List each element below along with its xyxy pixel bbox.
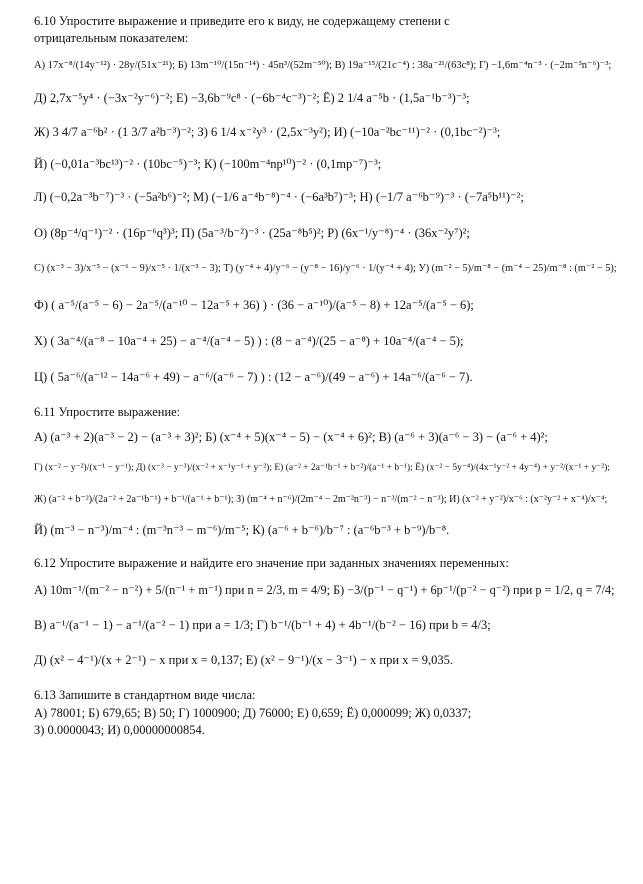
section-6-10 bbox=[34, 14, 617, 395]
exercise-line: А) 17x⁻⁸/(14y⁻¹²) · 28y/(51x⁻²¹); Б) 13m⁻¹⁰/(15n⁻¹⁴) · 45n³/(52m⁻⁵⁰); В) 19a⁻¹⁵/(21c⁻⁴) : 38a⁻²¹/(63c⁸); Г) −1,6m⁻⁴n⁻³ · (−2m⁻³n⁻⁶)⁻³; bbox=[34, 60, 612, 71]
exercise-line: Й) (−0,01a⁻³bc¹³)⁻² · (10bc⁻⁵)⁻³; К) (−100m⁻⁴np¹⁰)⁻² · (0,1mp⁻⁷)⁻³; bbox=[34, 156, 382, 171]
exercise-line: З) 0.0000043; И) 0,00000000854. bbox=[34, 723, 205, 737]
section-title bbox=[34, 14, 617, 29]
section-instruction: Упростите выражение: bbox=[58, 405, 181, 419]
spacer bbox=[34, 395, 617, 405]
section-6-12 bbox=[34, 556, 617, 678]
section-number: 6.10 bbox=[34, 14, 56, 28]
exercise-line: Д) 2,7x⁻⁵y⁴ · (−3x⁻²y⁻⁶)⁻²; Е) −3,6b⁻⁹c⁸ · (−6b⁻⁴c⁻³)⁻²; Ё) 2 1/4 a⁻⁵b · (1,5a⁻¹b⁻³)⁻³; bbox=[34, 91, 470, 105]
section-title bbox=[34, 405, 617, 420]
exercise-line: Л) (−0,2a⁻³b⁻⁷)⁻³ · (−5a²b⁶)⁻²; М) (−1/6 a⁻⁴b⁻⁸)⁻⁴ · (−6a³b⁷)⁻³; Н) (−1/7 a⁻⁶b⁻⁹)⁻³ · (−7a⁵b¹¹)⁻²; bbox=[34, 190, 524, 204]
exercise-line: А) 78001; Б) 679,65; В) 50; Г) 1000900; Д) 76000; Е) 0,659; Ё) 0,000099; Ж) 0,0337; bbox=[34, 706, 472, 720]
section-title bbox=[34, 556, 617, 571]
section-instruction: Упростите выражение и найдите его значение при заданных значениях переменных: bbox=[59, 556, 509, 570]
exercise-line: Ж) 3 4/7 a⁻⁶b² · (1 3/7 a²b⁻³)⁻²; З) 6 1/4 x⁻²y³ · (2,5x⁻³y²); И) (−10a⁻²bc⁻¹¹)⁻² · (0,1bc⁻²)⁻³; bbox=[34, 124, 501, 139]
section-instruction: Упростите выражение и приведите его к виду, не содержащему степени с bbox=[59, 14, 450, 28]
exercise-line: Ж) (a⁻² + b⁻²)/(2a⁻² + 2a⁻¹b⁻¹) + b⁻¹/(a⁻¹ + b⁻¹); З) (m⁻⁴ + n⁻⁶)/(2m⁻⁴ − 2m⁻²n⁻³) − n⁻³/(m⁻² − n⁻³); И) (x⁻² + y⁻²)/x⁻⁶ : (x⁻²y⁻² + x⁻⁴)/x⁻⁴; bbox=[34, 494, 608, 505]
exercise-line: Д) (x² − 4⁻¹)/(x + 2⁻¹) − x при x = 0,137; Е) (x² − 9⁻¹)/(x − 3⁻¹) − x при x = 9,035. bbox=[34, 653, 453, 667]
exercise-line: Ф) ( a⁻⁵/(a⁻⁵ − 6) − 2a⁻⁵/(a⁻¹⁰ − 12a⁻⁵ + 36) ) · (36 − a⁻¹⁰)/(a⁻⁵ − 8) + 12a⁻⁵/(a⁻⁵ − 6); bbox=[34, 298, 474, 312]
exercise-line: Х) ( 3a⁻⁴/(a⁻⁸ − 10a⁻⁴ + 25) − a⁻⁴/(a⁻⁴ − 5) ) : (8 − a⁻⁴)/(25 − a⁻⁸) + 10a⁻⁴/(a⁻⁴ − 5); bbox=[34, 334, 464, 348]
spacer bbox=[34, 546, 617, 556]
exercise-list bbox=[34, 573, 617, 678]
exercise-line: В) a⁻¹/(a⁻¹ − 1) − a⁻¹/(a⁻² − 1) при a = 1/3; Г) b⁻¹/(b⁻¹ + 4) + 4b⁻¹/(b⁻² − 16) при b = 4/3; bbox=[34, 618, 491, 632]
exercise-line: А) 10m⁻¹/(m⁻² − n⁻²) + 5/(n⁻¹ + m⁻¹) при n = 2/3, m = 4/9; Б) −3/(p⁻¹ − q⁻¹) + 6p⁻¹/(p⁻² − q⁻²) при p = 1/2, q = 7/4; bbox=[34, 583, 615, 597]
exercise-list bbox=[34, 705, 617, 739]
section-title bbox=[34, 688, 617, 703]
section-number: 6.13 bbox=[34, 688, 56, 702]
section-instruction-cont: отрицательным показателем: bbox=[34, 31, 189, 45]
exercise-line: Й) (m⁻³ − n⁻³)/m⁻⁴ : (m⁻³n⁻³ − m⁻⁶)/m⁻⁵; К) (a⁻⁶ + b⁻⁶)/b⁻⁷ : (a⁻⁶b⁻³ + b⁻⁹)/b⁻⁸. bbox=[34, 523, 450, 537]
exercise-line: Г) (x⁻² − y⁻²)/(x⁻¹ − y⁻¹); Д) (x⁻³ − y⁻³)/(x⁻² + x⁻¹y⁻¹ + y⁻²); Е) (a⁻² + 2a⁻¹b⁻¹ + b⁻²)/(a⁻¹ + b⁻¹); Ё) (x⁻² − 5y⁻⁴)/(4x⁻¹y⁻² + 4y⁻⁴) + y⁻²/(x⁻¹ + y⁻²); bbox=[34, 463, 610, 473]
section-number: 6.12 bbox=[34, 556, 56, 570]
section-6-13 bbox=[34, 688, 617, 739]
section-6-11 bbox=[34, 405, 617, 546]
spacer bbox=[34, 678, 617, 688]
exercise-line: А) (a⁻³ + 2)(a⁻³ − 2) − (a⁻³ + 3)²; Б) (x⁻⁴ + 5)(x⁻⁴ − 5) − (x⁻⁴ + 6)²; В) (a⁻⁶ + 3)(a⁻⁶ − 3) − (a⁻⁶ + 4)²; bbox=[34, 430, 548, 444]
exercise-line: О) (8p⁻⁴/q⁻¹)⁻² · (16p⁻⁶q³)³; П) (5a⁻³/b⁻²)⁻³ · (25a⁻⁸b⁵)²; Р) (6x⁻¹/y⁻⁸)⁻⁴ · (36x⁻²y⁷)²; bbox=[34, 226, 470, 240]
exercise-line: Ц) ( 5a⁻⁶/(a⁻¹² − 14a⁻⁶ + 49) − a⁻⁶/(a⁻⁶ − 7) ) : (12 − a⁻⁶)/(49 − a⁻⁶) + 14a⁻⁶/(a⁻⁶ − 7). bbox=[34, 370, 473, 384]
exercise-line: С) (x⁻³ − 3)/x⁻⁵ − (x⁻⁶ − 9)/x⁻⁵ · 1/(x⁻³ − 3); Т) (y⁻⁴ + 4)/y⁻⁶ − (y⁻⁸ − 16)/y⁻⁶ · 1/(y⁻⁴ + 4); У) (m⁻² − 5)/m⁻⁸ − (m⁻⁴ − 25)/m⁻⁸ : (m⁻² − 5); bbox=[34, 263, 617, 274]
section-instruction: Запишите в стандартном виде числа: bbox=[59, 688, 256, 702]
exercise-list bbox=[34, 48, 617, 395]
exercise-list bbox=[34, 422, 617, 546]
section-number: 6.11 bbox=[34, 405, 56, 419]
